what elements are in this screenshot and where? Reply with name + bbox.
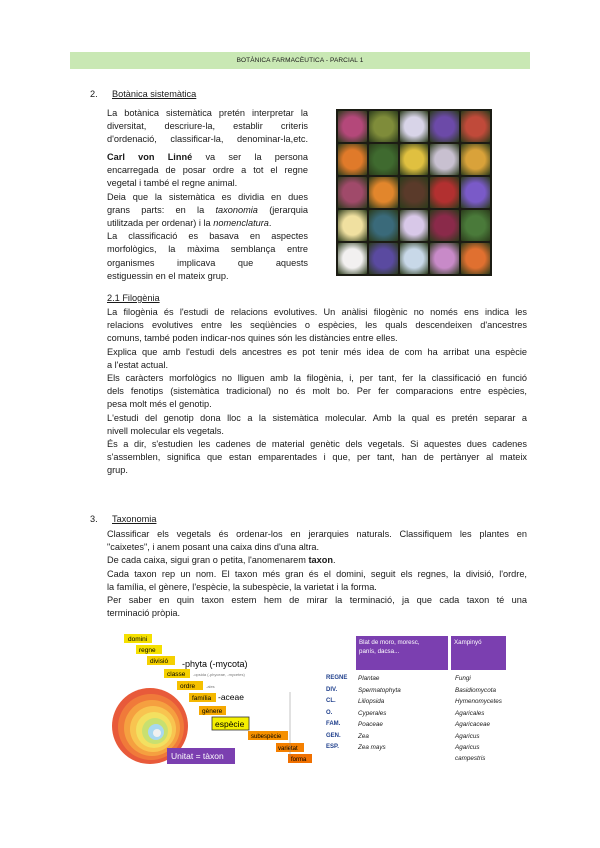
text-line: encarregada de posar ordre a tot el regne [107,165,308,176]
section-title: Botànica sistemàtica [112,89,197,99]
text-span: . [268,218,272,229]
circle-especie [153,729,161,737]
flower-photo [400,177,429,208]
flower-photo [400,210,429,241]
section-title: Taxonomia [112,514,157,524]
text-line: És a dir, s'estudien les cadenes de material genètic dels vegetals. Si aquestes dues cadenes [107,439,527,450]
tag-ordre: ordre [180,683,196,690]
value-cell: Zea [358,732,369,740]
text-line [107,554,527,567]
section-number: 2. [90,89,98,99]
rank-cell: REGNE [326,675,348,681]
text-line [107,151,308,164]
tag-domini: domini [128,636,148,643]
flower-photo [338,210,367,241]
value-cell: Poaceae [358,721,383,728]
text-line: "caixetes", i anem posant una caixa dins d'una altra. [107,542,320,553]
text-span: . [332,555,336,566]
text-line: morfològics, la màxima semblança entre [107,244,308,255]
rank-cell: DIV. [326,686,338,693]
text-line: L'estudi del genotip dona lloc a la sistemàtica molecular. Amb la qual es pretén separar a [107,412,527,423]
term-taxon: taxon [308,555,333,566]
header-title: BOTÀNICA FARMACÈUTICA - PARCIAL 1 [236,57,364,64]
value-cell: Basidiomycota [455,686,496,694]
text-line: Deia que la sistemàtica es dividia en dues [107,191,308,202]
value-cell: Cyperales [358,709,387,717]
flower-photo [430,210,459,241]
flower-photo [400,111,429,142]
text-line: terminació pròpia. [107,608,181,619]
table-row [326,731,506,742]
text-line: La filogènia és l'estudi de relacions evolutives. Un anàlisi filogènic no només ens indica les [107,307,527,317]
text-line: Per saber en quin taxon estem hem de mirar la terminació, ja que cada taxon té una [107,595,527,606]
taxonomia-paragraph [107,528,527,620]
table-row [326,673,506,684]
text-span: De cada caixa, sigui gran o petita, l'anomenarem [107,555,306,566]
tag-genere: gènere [202,708,223,715]
tag-regne: regne [139,647,156,654]
text-line: grup. [107,465,128,476]
header-line: Blat de moro, moresc, [359,639,420,646]
rank-cell: GEN. [326,732,341,739]
section-3-heading [90,514,156,524]
tag-especie: espècie [215,719,245,729]
flower-photo [400,144,429,175]
flower-photo [461,177,490,208]
text-line: comuns, també poden indicar-nos quines són les distàncies entre elles. [107,333,398,344]
text-line: Classificar els vegetals és ordenar-los en jerarquies naturals. Classifiquem les plantes en [107,529,527,539]
unit-label: Unitat = tàxon [171,751,224,761]
text-line: la família, el gènere, l'espècie, la subespècie, la varietat i la forma. [107,581,377,592]
tag-forma: forma [291,757,307,763]
section-number: 3. [90,514,98,524]
flower-photo [461,111,490,142]
tag-classe: classe [167,671,186,678]
flower-photo [369,144,398,175]
filogenia-paragraph [107,306,527,478]
value-cell: Spermatophyta [358,686,401,694]
text-span: grans parts: en la [107,204,205,215]
subsection-2-1-heading [107,293,160,303]
text-line [107,217,308,230]
taxon-hierarchy-diagram [110,632,315,767]
flower-photo [461,144,490,175]
flower-photo [430,243,459,274]
text-line: dels fenotips (sistemàtica tradicional) no és molt bo. Per fer comparacions entre espècies, [107,386,527,397]
linne-name: Carl von Linné [107,152,193,162]
text-line: nivell molecular els vegetals. [107,425,224,436]
subsection-title: 2.1 Filogènia [107,293,160,303]
value-cell: Agaricales [455,709,485,717]
flower-photo [369,243,398,274]
text-span: va ser la persona [205,152,308,162]
flower-photo [430,111,459,142]
text-line: s'assemblen, significa que estan emparentades i que, per tant, han de pertànyer al mateix [107,452,527,463]
flower-photo [461,243,490,274]
text-line: organismes implicava que aquests [107,257,308,268]
suffix-phyta: -phyta (-mycota) [182,659,248,669]
text-line: diversitat, descriure-la, establir criteris [107,121,308,132]
text-line: vegetal i també el regne animal. [107,178,238,189]
value-cell: Hymenomycetes [455,698,502,705]
flower-photo [369,177,398,208]
table-header-maize [356,636,448,670]
table-row [326,696,506,707]
rank-cell: CL. [326,698,336,704]
value-cell: Plantae [358,675,380,682]
suffix-aceae: -aceae [218,692,244,702]
text-line: Cada taxon rep un nom. El taxon més gran és el domini, seguit els regnes, la divisió, l'ordre, [107,568,527,579]
table-row [326,708,506,719]
text-span: (jerarquia [269,204,308,215]
text-line [107,204,308,217]
term-nomenclatura: nomenclatura [213,218,269,229]
section-2-heading [90,89,196,99]
value-cell: Zea mays [358,744,386,751]
table-row [326,685,506,696]
flower-photo [369,210,398,241]
flower-photo [400,243,429,274]
flower-photo [461,210,490,241]
rank-cell: O. [326,709,333,716]
tag-subespecie: subespècie [251,734,282,740]
text-line: La classificació es basava en aspectes [107,231,308,242]
text-line: Els caràcters morfològics no lliguen amb la filogènia, i, per tant, fer la classificació en funció [107,373,527,384]
flower-photo [338,243,367,274]
value-cell: Agaricus [455,732,480,740]
linne-paragraph [107,151,308,283]
table-row [326,742,506,762]
text-span: utilitzada per ordenar) i la [107,218,211,229]
table-header-mushroom [451,636,506,670]
flower-photo [338,177,367,208]
flower-photo [430,144,459,175]
tag-divisio: divisió [150,658,169,665]
intro-paragraph [107,107,308,147]
tag-familia: família [192,695,212,702]
text-line: relacions evolutives entre les seqüències o espècies, les quals descendeixen d'ancestres [107,320,527,331]
text-line: a l'estat actual. [107,359,168,370]
term-taxonomia: taxonomia [215,204,258,215]
text-line: d'ordenació, classificar-la, denominar-la,etc. [107,134,308,145]
suffix-classe: -opsida (-phyceae, -mycetes) [193,672,245,677]
header-line: panís, dacsa... [359,648,400,655]
rank-cell: FAM. [326,721,341,727]
suffix-ordre: -ales [206,684,215,689]
value-cell: Agaricus campestris [455,744,486,762]
page-header [70,52,530,69]
header-line: Xampinyó [454,639,482,646]
table-row [326,719,506,730]
text-line: Explica que amb l'estudi dels ancestres es pot tenir més idea de com ha arribat una espècie [107,346,527,357]
text-line: La botànica sistemàtica pretén interpretar la [107,108,308,118]
text-line: estiguessin en el mateix grup. [107,270,229,281]
value-cell: Agaricaceae [455,721,491,728]
flower-photo [338,144,367,175]
flower-photo [430,177,459,208]
flower-photo [369,111,398,142]
flower-photo [338,111,367,142]
text-line: pesa molt més el genotip. [107,399,212,410]
value-cell: Fungi [455,675,471,682]
tag-varietat: varietat [278,746,298,752]
flowers-photo-mosaic [336,109,492,276]
rank-cell: ESP. [326,744,339,750]
value-cell: Liliopsida [358,698,385,705]
